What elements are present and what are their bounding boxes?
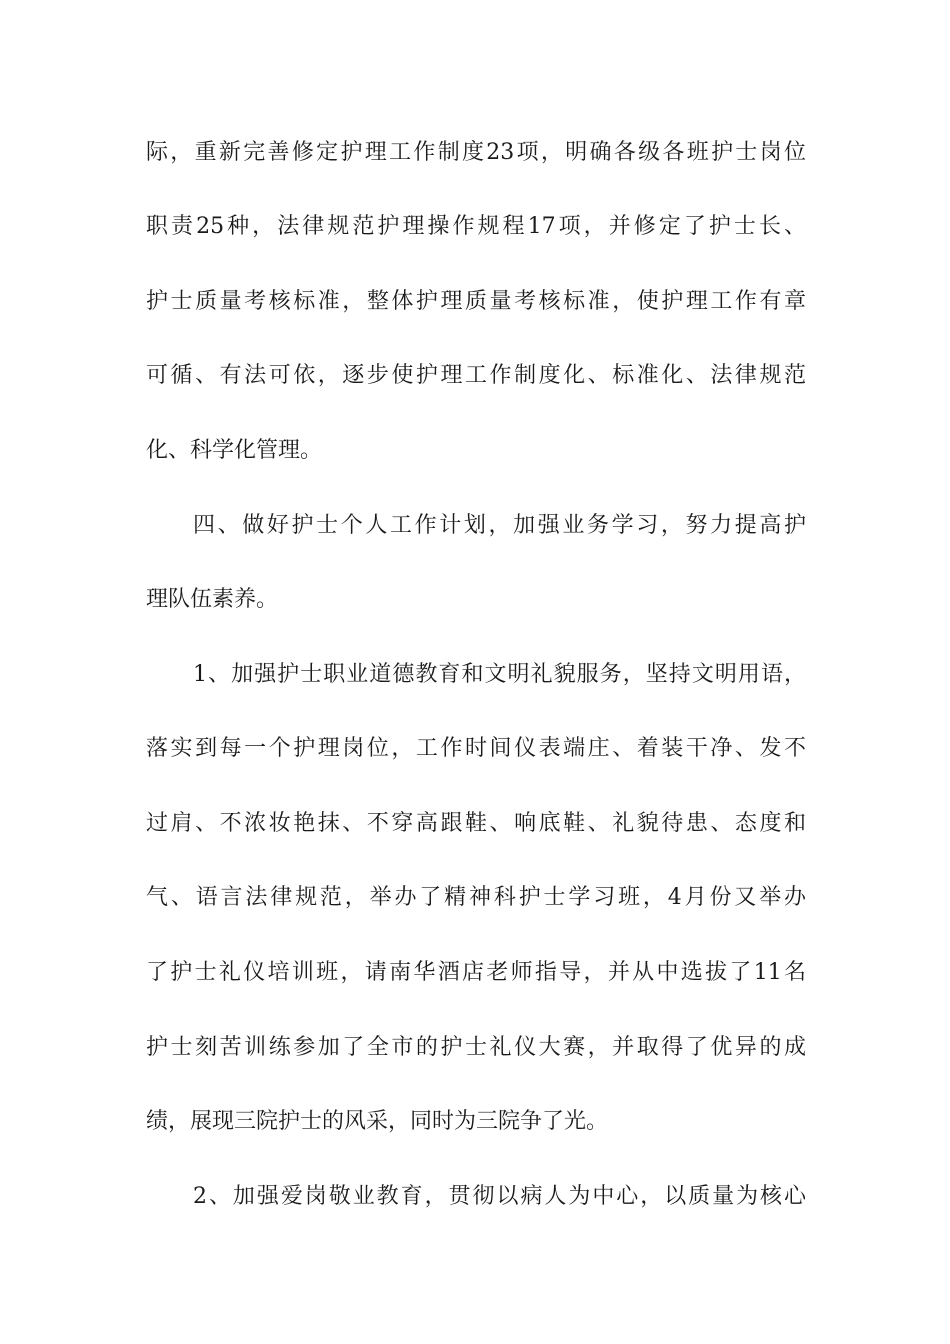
section-heading-line-2: 理队伍素养。 [146,587,279,612]
text-line-5: 化、科学化管理。 [146,438,323,463]
text-line-2: 职责25种，法律规范护理操作规程17项，并修定了护士长、 [146,214,806,239]
text-line-13: 护士刻苦训练参加了全市的护士礼仪大赛，并取得了优异的成 [146,1035,806,1060]
text-line-14: 绩，展现三院护士的风采，同时为三院争了光。 [146,1109,609,1134]
text-line-11: 气、语言法律规范，举办了精神科护士学习班，4月份又举办 [146,885,806,910]
text-line-8: 1、加强护士职业道德教育和文明礼貌服务，坚持文明用语， [193,662,806,687]
text-line-3: 护士质量考核标准，整体护理质量考核标准，使护理工作有章 [146,289,806,314]
text-line-4: 可循、有法可依，逐步使护理工作制度化、标准化、法律规范 [146,363,806,388]
text-line-9: 落实到每一个护理岗位，工作时间仪表端庄、着装干净、发不 [146,736,806,761]
text-line-15: 2、加强爱岗敬业教育，贯彻以病人为中心，以质量为核心 [193,1184,806,1209]
text-line-1: 际，重新完善修定护理工作制度23项，明确各级各班护士岗位 [146,140,806,165]
section-heading-line-1: 四、做好护士个人工作计划，加强业务学习，努力提高护 [193,513,806,538]
text-line-10: 过肩、不浓妆艳抹、不穿高跟鞋、响底鞋、礼貌待患、态度和 [146,811,806,836]
text-line-12: 了护士礼仪培训班，请南华酒店老师指导，并从中选拔了11名 [146,960,806,985]
